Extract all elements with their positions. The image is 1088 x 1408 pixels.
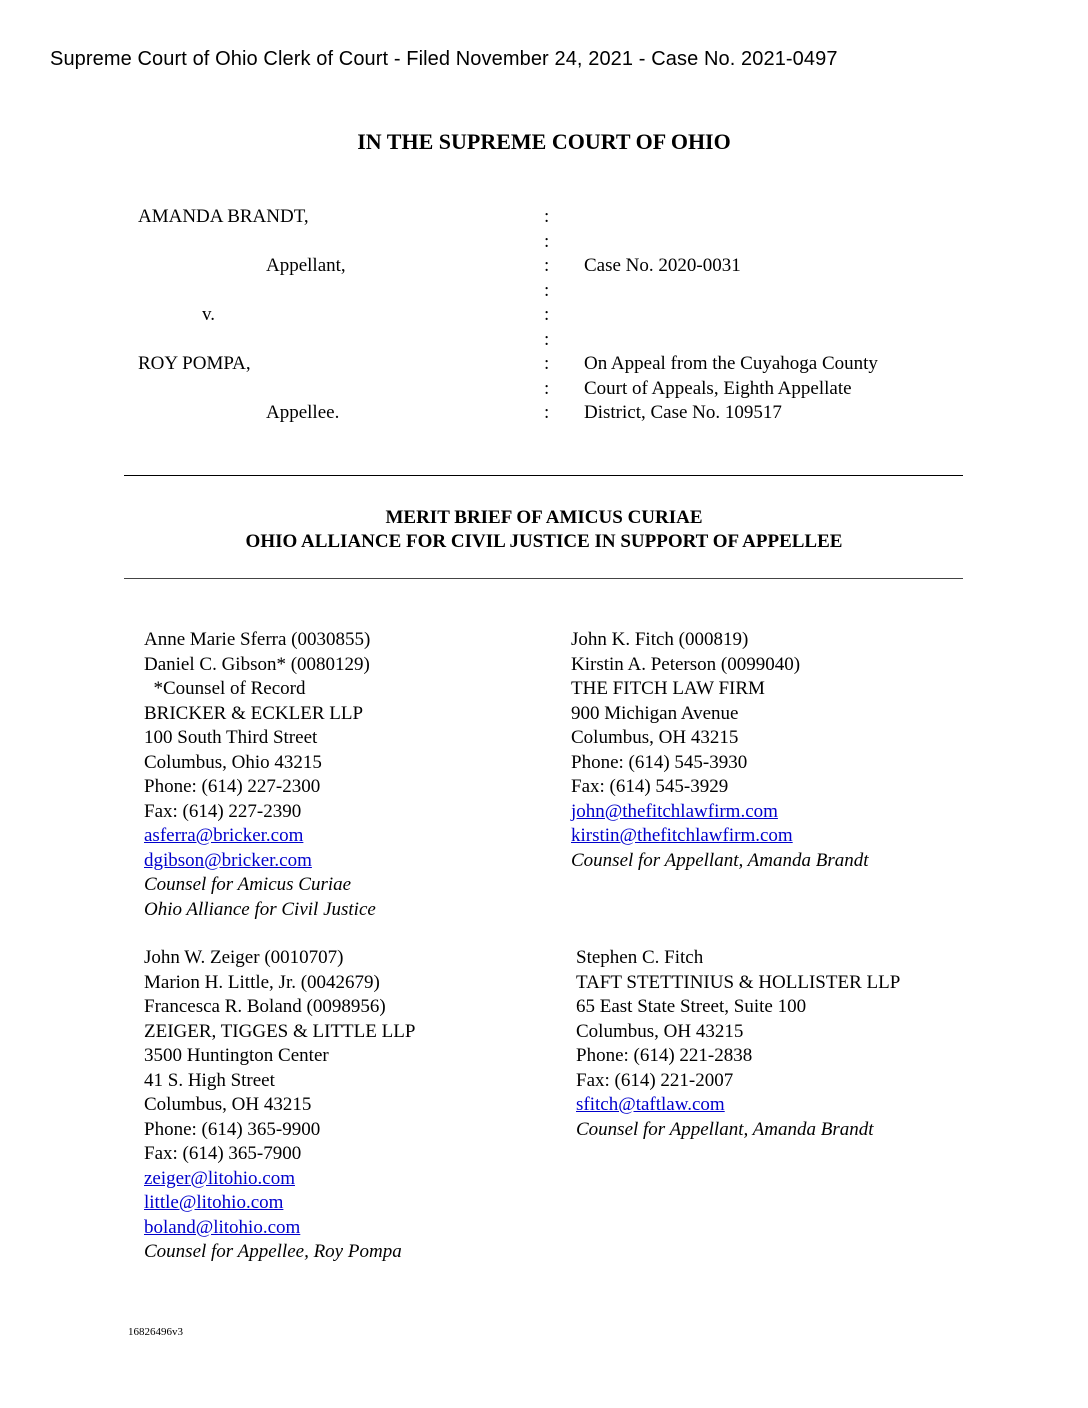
firm-name: TAFT STETTINIUS & HOLLISTER LLP bbox=[576, 971, 901, 993]
email-link[interactable]: kirstin@thefitchlawfirm.com bbox=[571, 825, 793, 846]
counsel-line: 41 S. High Street bbox=[144, 1069, 275, 1091]
brief-title bbox=[0, 506, 1088, 554]
appellant-role: Appellant, bbox=[266, 255, 346, 276]
counsel-block-fitch bbox=[571, 628, 869, 873]
counsel-line: John W. Zeiger (0010707) bbox=[144, 947, 344, 968]
counsel-line: 3500 Huntington Center bbox=[144, 1045, 329, 1066]
counsel-line: Columbus, OH 43215 bbox=[571, 727, 739, 748]
case-number: Case No. 2020-0031 bbox=[584, 255, 741, 276]
counsel-role: Counsel for Appellee, Roy Pompa bbox=[144, 1241, 402, 1262]
caption-colon: : bbox=[544, 255, 550, 276]
caption-colon: : bbox=[544, 328, 550, 350]
counsel-block-appellee bbox=[144, 946, 415, 1265]
appellee-role: Appellee. bbox=[266, 402, 340, 423]
phone: Phone: (614) 545-3930 bbox=[571, 751, 748, 773]
email-link[interactable]: zeiger@litohio.com bbox=[144, 1167, 295, 1189]
email-link[interactable]: john@thefitchlawfirm.com bbox=[571, 800, 778, 822]
brief-title-line-2: OHIO ALLIANCE FOR CIVIL JUSTICE IN SUPPORT OF APPELLEE bbox=[245, 531, 843, 552]
case-caption bbox=[138, 206, 958, 427]
caption-colon: : bbox=[544, 402, 550, 423]
counsel-line: Anne Marie Sferra (0030855) bbox=[144, 629, 371, 650]
divider-bottom bbox=[124, 578, 963, 579]
phone: Phone: (614) 227-2300 bbox=[144, 776, 321, 797]
caption-colon: : bbox=[544, 279, 550, 301]
appeal-origin-line-2: Court of Appeals, Eighth Appellate bbox=[584, 377, 852, 399]
appellee-name: ROY POMPA, bbox=[138, 353, 251, 374]
email-link[interactable]: little@litohio.com bbox=[144, 1192, 284, 1213]
counsel-of-record-note: *Counsel of Record bbox=[144, 678, 306, 699]
caption-colon: : bbox=[544, 353, 550, 374]
counsel-line: Columbus, OH 43215 bbox=[576, 1020, 744, 1042]
counsel-line: Columbus, OH 43215 bbox=[144, 1094, 312, 1115]
fax: Fax: (614) 365-7900 bbox=[144, 1143, 302, 1164]
counsel-line: 65 East State Street, Suite 100 bbox=[576, 996, 807, 1017]
phone: Phone: (614) 365-9900 bbox=[144, 1118, 321, 1140]
counsel-line: John K. Fitch (000819) bbox=[571, 629, 749, 650]
firm-name: BRICKER & ECKLER LLP bbox=[144, 702, 364, 724]
divider-top bbox=[124, 475, 963, 476]
fax: Fax: (614) 227-2390 bbox=[144, 800, 302, 822]
counsel-line: Kirstin A. Peterson (0099040) bbox=[571, 653, 801, 675]
appeal-origin-line-1: On Appeal from the Cuyahoga County bbox=[584, 353, 878, 374]
counsel-role: Counsel for Appellant, Amanda Brandt bbox=[571, 849, 869, 871]
fax: Fax: (614) 221-2007 bbox=[576, 1069, 734, 1091]
caption-colon: : bbox=[544, 377, 550, 399]
counsel-line: 100 South Third Street bbox=[144, 727, 318, 748]
counsel-line: 900 Michigan Avenue bbox=[571, 702, 739, 724]
counsel-line: Stephen C. Fitch bbox=[576, 947, 704, 968]
versus-label: v. bbox=[202, 304, 216, 325]
counsel-line: Marion H. Little, Jr. (0042679) bbox=[144, 971, 380, 993]
counsel-line: Columbus, Ohio 43215 bbox=[144, 751, 322, 773]
caption-colon: : bbox=[544, 230, 550, 252]
appellant-name: AMANDA BRANDT, bbox=[138, 206, 309, 227]
email-link[interactable]: sfitch@taftlaw.com bbox=[576, 1094, 725, 1115]
email-link[interactable]: asferra@bricker.com bbox=[144, 825, 304, 846]
document-number: 16826496v3 bbox=[128, 1326, 183, 1338]
firm-name: THE FITCH LAW FIRM bbox=[571, 678, 765, 699]
caption-colon: : bbox=[544, 304, 550, 325]
email-link[interactable]: boland@litohio.com bbox=[144, 1216, 301, 1238]
phone: Phone: (614) 221-2838 bbox=[576, 1045, 753, 1066]
brief-title-line-1: MERIT BRIEF OF AMICUS CURIAE bbox=[385, 507, 703, 528]
counsel-role: Counsel for Appellant, Amanda Brandt bbox=[576, 1118, 874, 1140]
counsel-block-amicus bbox=[144, 628, 376, 922]
email-link[interactable]: dgibson@bricker.com bbox=[144, 849, 312, 871]
counsel-role: Ohio Alliance for Civil Justice bbox=[144, 898, 376, 920]
fax: Fax: (614) 545-3929 bbox=[571, 776, 729, 797]
appeal-origin-line-3: District, Case No. 109517 bbox=[584, 402, 782, 423]
filing-stamp: Supreme Court of Ohio Clerk of Court - Filed November 24, 2021 - Case No. 2021-0497 bbox=[50, 48, 838, 70]
court-title: IN THE SUPREME COURT OF OHIO bbox=[357, 129, 731, 154]
caption-colon: : bbox=[544, 206, 550, 227]
counsel-role: Counsel for Amicus Curiae bbox=[144, 874, 352, 895]
counsel-block-taft bbox=[576, 946, 900, 1142]
counsel-line: Francesca R. Boland (0098956) bbox=[144, 996, 386, 1017]
counsel-line: Daniel C. Gibson* (0080129) bbox=[144, 653, 370, 675]
firm-name: ZEIGER, TIGGES & LITTLE LLP bbox=[144, 1020, 416, 1042]
